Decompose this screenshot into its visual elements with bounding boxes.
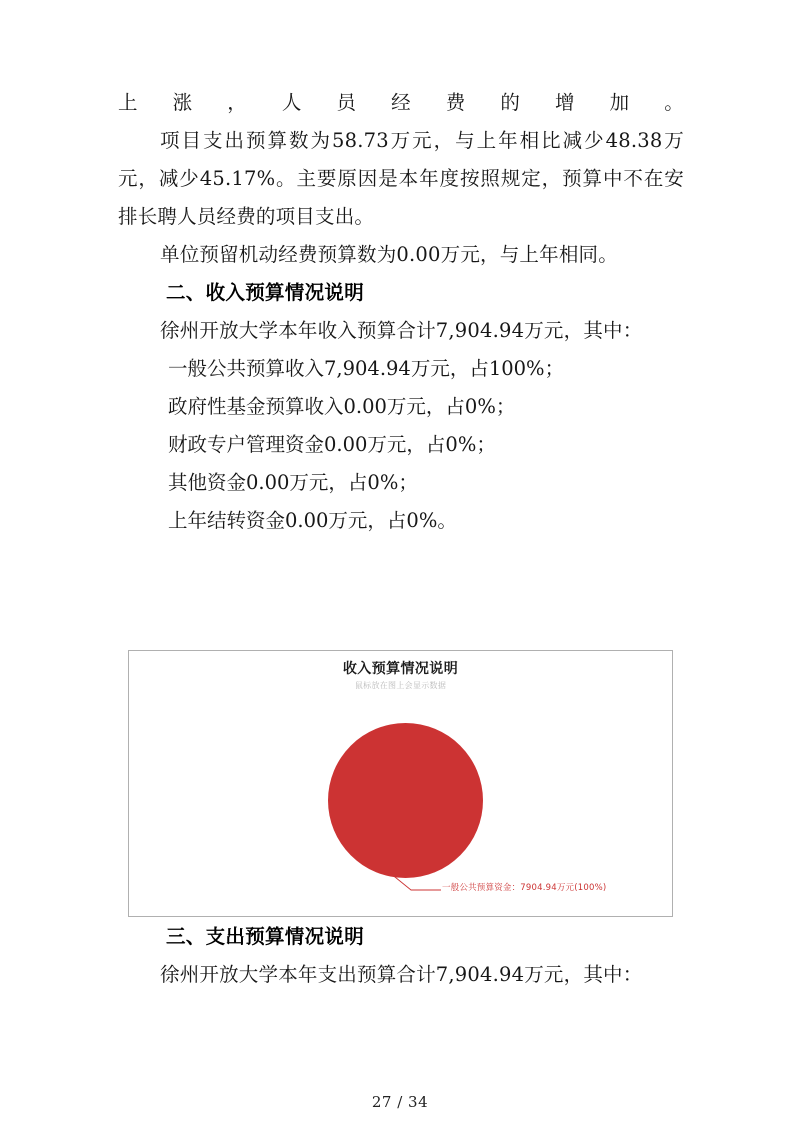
paragraph-expenditure-total: 徐州开放大学本年支出预算合计7,904.94万元，其中： <box>160 963 643 986</box>
section-heading-two: 二、收入预算情况说明 <box>166 281 365 304</box>
paragraph-continuation: 上涨，人员经费的增加。 <box>118 91 684 114</box>
page-content <box>118 84 684 540</box>
pie-leader-line <box>129 651 673 917</box>
list-item-government-fund-budget: 政府性基金预算收入0.00万元，占0%； <box>168 395 516 418</box>
page-footer: 27 / 34 <box>371 1093 429 1111</box>
chart-subtitle: 鼠标放在图上会显示数据 <box>354 681 447 690</box>
chart-title: 收入预算情况说明 <box>342 661 459 677</box>
pie-slice-label: 一般公共预算资金：7904.94万元(100%) <box>442 883 607 893</box>
paragraph-income-total: 徐州开放大学本年收入预算合计7,904.94万元，其中： <box>160 319 643 342</box>
paragraph-project-expenditure: 项目支出预算数为58.73万元，与上年相比减少48.38万元，减少45.17%。主要原因是本年度按照规定，预算中不在安排长聘人员经费的项目支出。 <box>118 129 684 228</box>
list-item-general-public-budget: 一般公共预算收入7,904.94万元，占100%； <box>168 357 565 380</box>
list-item-other-funds: 其他资金0.00万元，占0%； <box>168 471 418 494</box>
paragraph-reserve-funds: 单位预留机动经费预算数为0.00万元，与上年相同。 <box>160 243 618 266</box>
pie-plot-area <box>129 651 673 917</box>
income-budget-pie-chart[interactable] <box>128 650 673 917</box>
list-item-fiscal-account-funds: 财政专户管理资金0.00万元，占0%； <box>168 433 496 456</box>
leader-polyline <box>390 873 441 890</box>
section-heading-three: 三、支出预算情况说明 <box>166 925 365 948</box>
page-content-lower <box>118 918 684 994</box>
list-item-carryover-funds: 上年结转资金0.00万元，占0%。 <box>168 509 457 532</box>
